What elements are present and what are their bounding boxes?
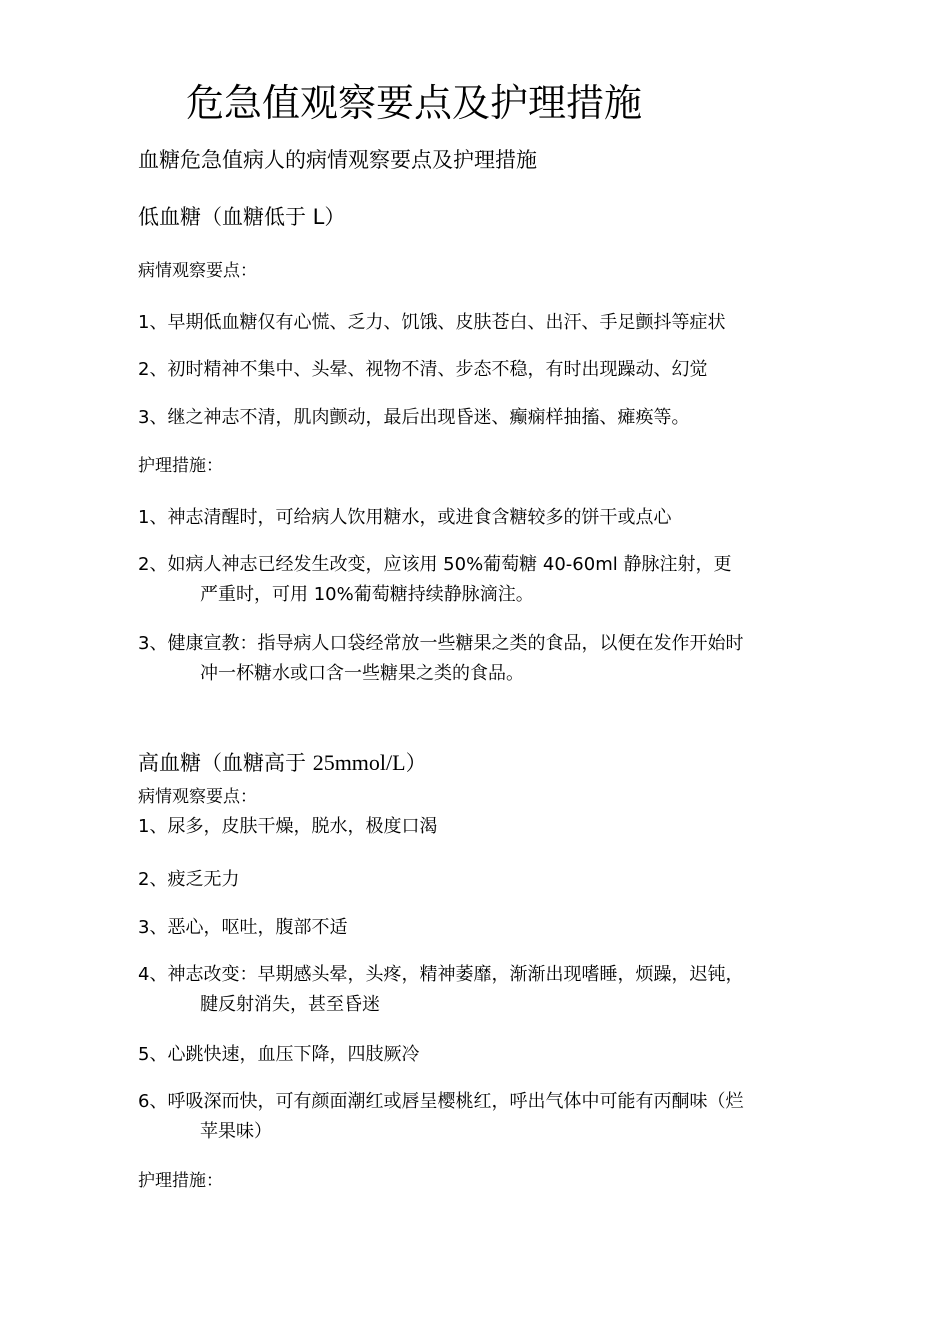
high-care-label: 护理措施： — [138, 1171, 223, 1191]
low-observation-item: 2、初时精神不集中、头晕、视物不清、步态不稳，有时出现躁动、幻觉 — [138, 359, 708, 380]
high-heading-value: 25mmol/L — [312, 750, 406, 775]
low-glucose-heading: 低血糖（血糖低于 L） — [138, 205, 346, 229]
low-observation-item: 3、继之神志不清，肌肉颤动，最后出现昏迷、癫痫样抽搐、瘫痪等。 — [138, 407, 690, 428]
low-care-item — [138, 550, 828, 610]
low-care-item-line1: 2、如病人神志已经发生改变，应该用 50%葡萄糖 40-60ml 静脉注射，更 — [138, 554, 732, 575]
high-observation-item — [138, 1087, 828, 1147]
high-observation-item: 1、尿多，皮肤干燥，脱水，极度口渴 — [138, 816, 438, 837]
document-subtitle: 血糖危急值病人的病情观察要点及护理措施 — [138, 148, 537, 172]
document-title: 危急值观察要点及护理措施 — [186, 81, 643, 125]
high-observation-label: 病情观察要点： — [138, 787, 257, 807]
high-heading-prefix: 高血糖（血糖高于 — [138, 751, 313, 775]
high-observation-item — [138, 960, 828, 1020]
high-observation-item: 5、心跳快速，血压下降，四肢厥冷 — [138, 1044, 420, 1065]
high-observation-item: 3、恶心，呕吐，腹部不适 — [138, 917, 348, 938]
low-care-label: 护理措施： — [138, 456, 223, 476]
high-observation-line1: 4、神志改变：早期感头晕，头疼，精神萎靡，渐渐出现嗜睡，烦躁，迟钝， — [138, 964, 744, 985]
low-observation-item: 1、早期低血糖仅有心慌、乏力、饥饿、皮肤苍白、出汗、手足颤抖等症状 — [138, 312, 726, 333]
low-care-item-line1: 3、健康宣教：指导病人口袋经常放一些糖果之类的食品，以便在发作开始时 — [138, 633, 744, 654]
high-heading-suffix: ） — [405, 751, 427, 775]
high-glucose-heading — [138, 748, 427, 778]
low-care-item-line2: 冲一杯糖水或口含一些糖果之类的食品。 — [200, 663, 524, 684]
high-observation-line1: 6、呼吸深而快，可有颜面潮红或唇呈樱桃红，呼出气体中可能有丙酮味（烂 — [138, 1091, 744, 1112]
low-observation-label: 病情观察要点： — [138, 261, 257, 281]
high-observation-line2: 腱反射消失，甚至昏迷 — [200, 994, 380, 1015]
low-care-item — [138, 629, 828, 689]
high-observation-line2: 苹果味） — [200, 1121, 272, 1142]
high-observation-item: 2、疲乏无力 — [138, 869, 240, 890]
low-care-item-line2: 严重时，可用 10%葡萄糖持续静脉滴注。 — [200, 584, 534, 605]
low-care-item: 1、神志清醒时，可给病人饮用糖水，或进食含糖较多的饼干或点心 — [138, 507, 672, 528]
